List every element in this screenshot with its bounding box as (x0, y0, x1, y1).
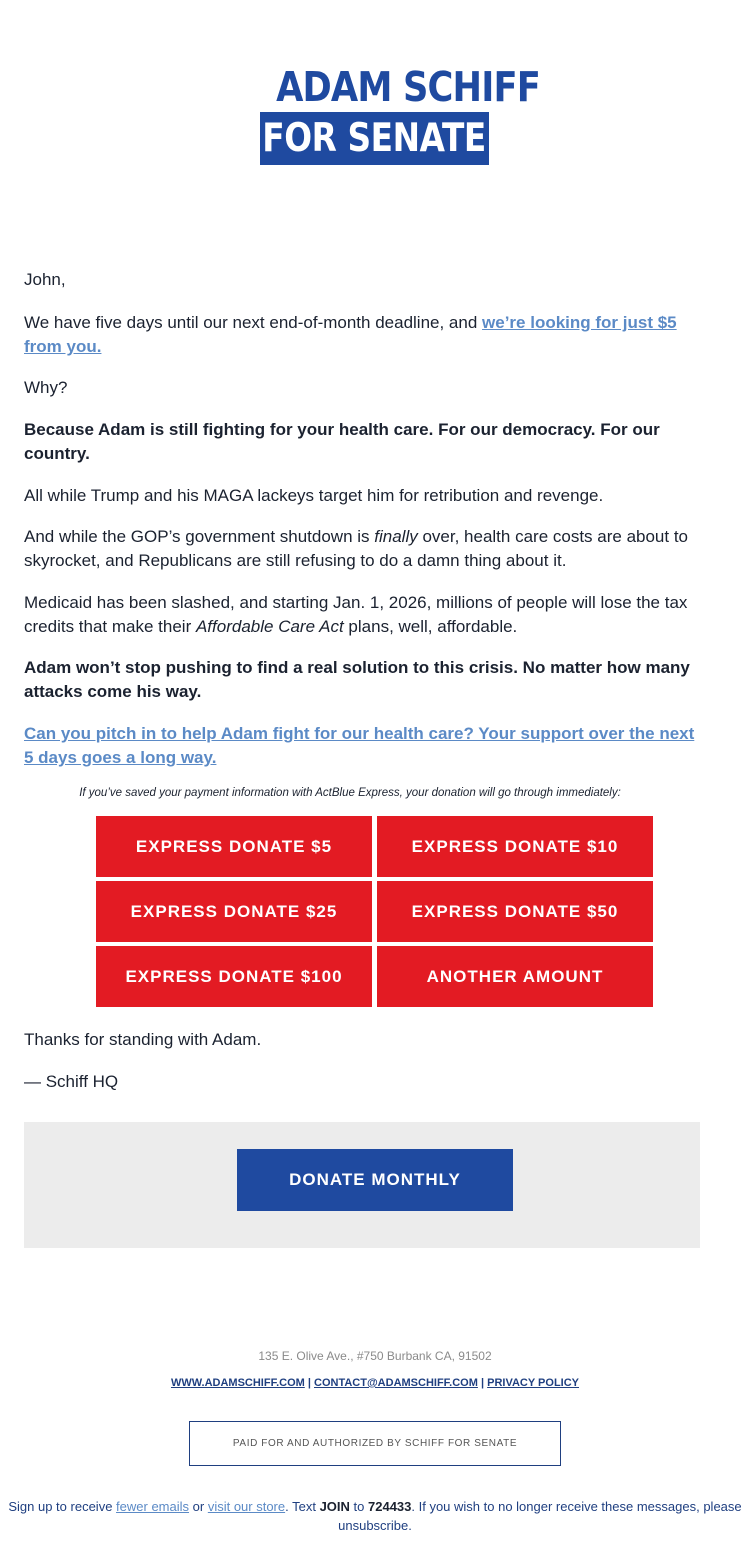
signup-text-a: Sign up to receive (8, 1499, 117, 1514)
express-note: If you’ve saved your payment information with ActBlue Express, your donation will go through immediately: (79, 787, 621, 799)
visit-store-link[interactable]: visit our store (207, 1499, 286, 1514)
paragraph-solution: Adam won’t stop pushing to find a real solution to this crisis. No matter how many attacks come his way. (24, 658, 690, 701)
express-donate-100-button[interactable]: EXPRESS DONATE $100 (96, 946, 372, 1007)
paragraph-shutdown (24, 525, 700, 573)
express-donate-25-button[interactable]: EXPRESS DONATE $25 (96, 881, 372, 942)
express-donate-50-button[interactable]: EXPRESS DONATE $50 (377, 881, 653, 942)
footer-links (0, 1377, 750, 1389)
monthly-donate-band (24, 1122, 700, 1248)
footer-address: 135 E. Olive Ave., #750 Burbank CA, 91502 (258, 1349, 492, 1363)
signup-text-c: . If you wish to no longer receive these messages, please unsubscribe. (338, 1499, 742, 1533)
aca-emphasis: Affordable Care Act (195, 617, 344, 636)
link-separator: | (304, 1377, 314, 1389)
logo-subtitle: FOR SENATE (262, 116, 487, 161)
contact-link[interactable]: CONTACT@ADAMSCHIFF.COM (314, 1377, 478, 1389)
shutdown-text-b: over, health care costs are about to skyrocket, and Republicans are still refusing to do a damn thing about it. (24, 527, 689, 570)
signup-text-b: . Text (285, 1499, 320, 1514)
paragraph-trump: All while Trump and his MAGA lackeys target him for retribution and revenge. (24, 486, 604, 505)
express-donate-10-button[interactable]: EXPRESS DONATE $10 (377, 816, 653, 877)
paragraph-deadline (24, 311, 700, 359)
medicaid-text-a: Medicaid has been slashed, and starting Jan. 1, 2026, millions of people will lose the tax credits that make their (24, 593, 688, 636)
campaign-logo (260, 62, 540, 165)
paid-for-text: PAID FOR AND AUTHORIZED BY SCHIFF FOR SENATE (232, 1438, 518, 1449)
paragraph-fighting: Because Adam is still fighting for your health care. For our democracy. For our country. (24, 420, 660, 463)
express-donate-5-button[interactable]: EXPRESS DONATE $5 (96, 816, 372, 877)
pitch-in-link[interactable]: Can you pitch in to help Adam fight for our health care? Your support over the next 5 days goes a long way. (24, 724, 695, 767)
another-amount-button[interactable]: ANOTHER AMOUNT (377, 946, 653, 1007)
logo-name: ADAM SCHIFF (276, 63, 540, 111)
paragraph-deadline-text: We have five days until our next end-of-month deadline, and (24, 313, 483, 332)
medicaid-text-b: plans, well, affordable. (343, 617, 518, 636)
signoff: — Schiff HQ (24, 1072, 119, 1091)
link-separator: | (477, 1377, 488, 1389)
privacy-policy-link[interactable]: PRIVACY POLICY (487, 1377, 579, 1389)
paragraph-thanks: Thanks for standing with Adam. (24, 1030, 262, 1049)
paragraph-cta (24, 722, 700, 770)
sms-keyword: JOIN (319, 1499, 350, 1514)
greeting: John, (24, 270, 66, 289)
fewer-emails-link[interactable]: fewer emails (116, 1499, 190, 1514)
donate-5-link[interactable]: we’re looking for just $5 from you. (24, 313, 677, 356)
paid-for-disclaimer (189, 1421, 561, 1466)
signup-to: to (349, 1499, 368, 1514)
signup-text (0, 1497, 750, 1535)
signup-or: or (189, 1499, 208, 1514)
shutdown-text-a: And while the GOP’s government shutdown is (24, 527, 375, 546)
paragraph-medicaid (24, 591, 700, 639)
donate-monthly-button[interactable]: DONATE MONTHLY (237, 1149, 513, 1211)
shutdown-emphasis: finally (374, 527, 418, 546)
paragraph-why: Why? (24, 378, 68, 397)
website-link[interactable]: WWW.ADAMSCHIFF.COM (170, 1377, 305, 1389)
logo-banner (260, 112, 489, 165)
sms-number: 724433 (368, 1499, 412, 1514)
